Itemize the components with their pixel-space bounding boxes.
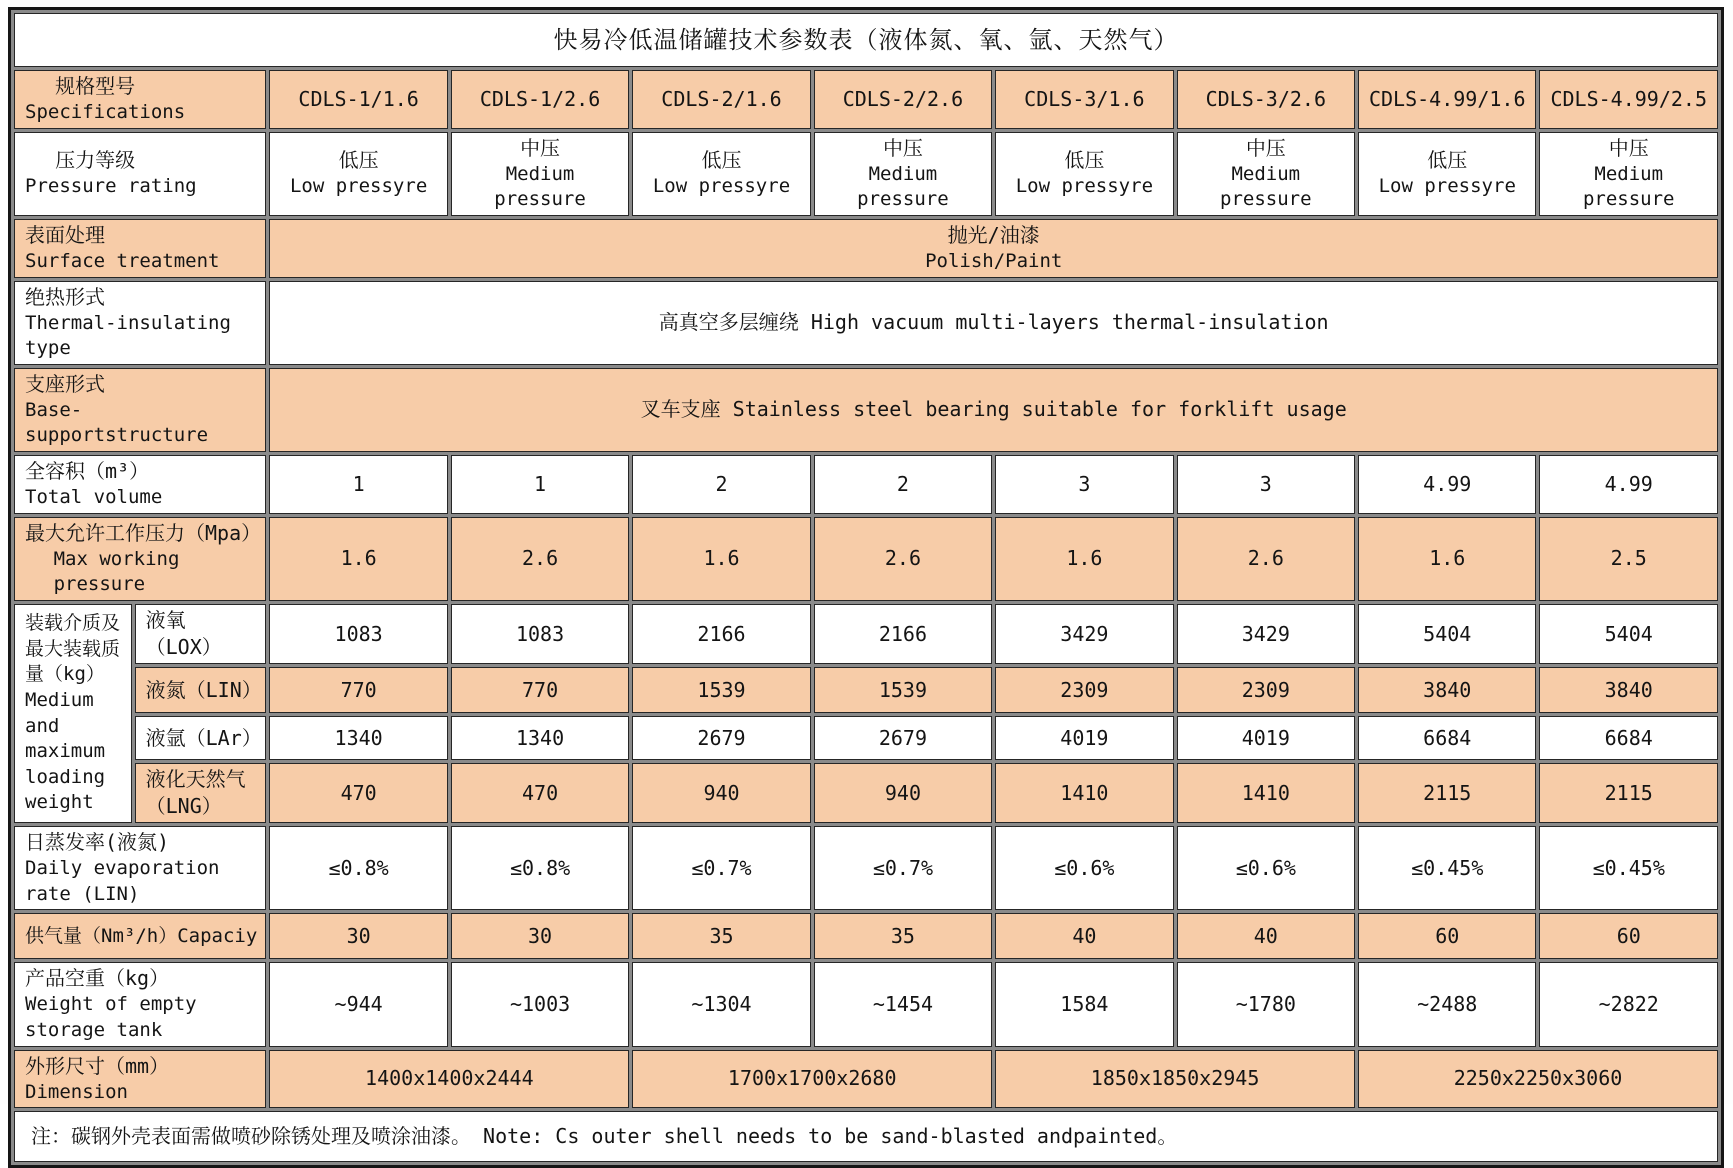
surface-treatment-value: 抛光/油漆 Polish/Paint [269,219,1718,278]
daily-evaporation-value: ≤0.7% [632,826,810,910]
lng-value: 470 [269,763,447,823]
page-title: 快易冷低温储罐技术参数表（液体氮、氧、氩、天然气） [14,13,1718,67]
capacity-value: 60 [1539,913,1718,959]
lox-value: 5404 [1358,604,1536,664]
loading-weight-label: 装载介质及最大装载质量（kg） Medium and maximum loading weight [14,604,132,823]
thermal-insulating-label: 绝热形式 Thermal-insulating type [14,281,266,365]
lng-value: 1410 [1177,763,1355,823]
lng-value: 2115 [1358,763,1536,823]
empty-weight-value: ~2488 [1358,962,1536,1046]
lng-value: 2115 [1539,763,1718,823]
capacity-row [14,913,1718,959]
pressure-rating-value: 低压 Low pressyre [1358,132,1536,216]
loading-weight-lng-row [14,763,1718,823]
total-volume-value: 3 [1177,455,1355,514]
empty-weight-value: ~1003 [451,962,629,1046]
spec-table [8,7,1724,1168]
lin-value: 3840 [1358,667,1536,713]
lar-value: 2679 [632,716,810,760]
thermal-insulating-value: 高真空多层缠绕 High vacuum multi-layers thermal-insulation [269,281,1718,365]
lox-value: 5404 [1539,604,1718,664]
total-volume-row [14,455,1718,514]
total-volume-value: 2 [814,455,992,514]
empty-weight-value: ~944 [269,962,447,1046]
lar-value: 6684 [1358,716,1536,760]
model-header: CDLS-4.99/1.6 [1358,70,1536,129]
lar-value: 6684 [1539,716,1718,760]
model-header: CDLS-4.99/2.5 [1539,70,1718,129]
lar-value: 2679 [814,716,992,760]
model-header-row [14,70,1718,129]
lng-value: 1410 [995,763,1173,823]
model-header: CDLS-2/1.6 [632,70,810,129]
base-support-value: 叉车支座 Stainless steel bearing suitable for forklift usage [269,368,1718,452]
lng-value: 940 [814,763,992,823]
empty-weight-row [14,962,1718,1046]
medium-name-lar: 液氩（LAr） [135,716,267,760]
max-working-pressure-row [14,517,1718,601]
pressure-rating-value: 低压 Low pressyre [632,132,810,216]
lin-value: 3840 [1539,667,1718,713]
note-text: 注：碳钢外壳表面需做喷砂除锈处理及喷涂油漆。 Note: Cs outer shell needs to be sand-blasted andpainted。 [14,1111,1718,1162]
lin-value: 770 [269,667,447,713]
surface-treatment-row [14,219,1718,278]
empty-weight-value: ~1454 [814,962,992,1046]
pressure-rating-value: 中压 Medium pressure [1539,132,1718,216]
model-header: CDLS-1/2.6 [451,70,629,129]
pressure-rating-value: 中压 Medium pressure [451,132,629,216]
pressure-rating-value: 中压 Medium pressure [814,132,992,216]
lng-value: 470 [451,763,629,823]
max-working-pressure-value: 1.6 [269,517,447,601]
total-volume-value: 1 [451,455,629,514]
daily-evaporation-label: 日蒸发率(液氮) Daily evaporation rate (LIN) [14,826,266,910]
loading-weight-lin-row [14,667,1718,713]
total-volume-value: 2 [632,455,810,514]
max-working-pressure-value: 2.6 [814,517,992,601]
base-support-row [14,368,1718,452]
daily-evaporation-value: ≤0.45% [1539,826,1718,910]
pressure-rating-label [14,132,266,216]
lox-value: 3429 [1177,604,1355,664]
capacity-value: 35 [814,913,992,959]
lox-value: 2166 [632,604,810,664]
loading-weight-lar-row [14,716,1718,760]
capacity-label: 供气量（Nm³/h）Capaciy [14,913,266,959]
surface-treatment-label: 表面处理 Surface treatment [14,219,266,278]
thermal-insulating-row [14,281,1718,365]
dimension-row [14,1050,1718,1109]
daily-evaporation-value: ≤0.45% [1358,826,1536,910]
medium-name-lng: 液化天然气（LNG） [135,763,267,823]
lin-value: 770 [451,667,629,713]
capacity-value: 60 [1358,913,1536,959]
pressure-rating-row [14,132,1718,216]
empty-weight-value: ~1780 [1177,962,1355,1046]
lin-value: 1539 [632,667,810,713]
capacity-value: 30 [451,913,629,959]
pressure-rating-value: 中压 Medium pressure [1177,132,1355,216]
loading-weight-lox-row [14,604,1718,664]
capacity-value: 30 [269,913,447,959]
daily-evaporation-value: ≤0.7% [814,826,992,910]
max-working-pressure-value: 1.6 [632,517,810,601]
pressure-rating-label-zh: 压力等级 [55,148,136,173]
total-volume-value: 3 [995,455,1173,514]
lin-value: 2309 [1177,667,1355,713]
total-volume-label: 全容积（m³） Total volume [14,455,266,514]
pressure-rating-value: 低压 Low pressyre [995,132,1173,216]
pressure-rating-value: 低压 Low pressyre [269,132,447,216]
pressure-rating-label-en: Pressure rating [25,175,197,198]
base-support-label: 支座形式 Base-supportstructure [14,368,266,452]
model-header: CDLS-3/1.6 [995,70,1173,129]
lin-value: 1539 [814,667,992,713]
dimension-value: 1700x1700x2680 [632,1050,992,1109]
max-working-pressure-value: 2.6 [451,517,629,601]
medium-name-lox: 液氧 （LOX） [135,604,267,664]
total-volume-value: 1 [269,455,447,514]
dimension-value: 2250x2250x3060 [1358,1050,1718,1109]
daily-evaporation-row [14,826,1718,910]
dimension-value: 1400x1400x2444 [269,1050,629,1109]
daily-evaporation-value: ≤0.6% [995,826,1173,910]
model-header: CDLS-3/2.6 [1177,70,1355,129]
model-header: CDLS-2/2.6 [814,70,992,129]
spec-header-label-zh: 规格型号 [55,74,136,98]
lar-value: 1340 [451,716,629,760]
note-row [14,1111,1718,1162]
total-volume-value: 4.99 [1539,455,1718,514]
spec-header-label [14,70,266,129]
max-working-pressure-value: 1.6 [1358,517,1536,601]
lin-value: 2309 [995,667,1173,713]
daily-evaporation-value: ≤0.8% [269,826,447,910]
medium-name-lin: 液氮（LIN） [135,667,267,713]
lox-value: 3429 [995,604,1173,664]
empty-weight-value: 1584 [995,962,1173,1046]
lox-value: 1083 [269,604,447,664]
lar-value: 1340 [269,716,447,760]
lox-value: 2166 [814,604,992,664]
title-row [14,13,1718,67]
max-working-pressure-value: 1.6 [995,517,1173,601]
empty-weight-value: ~2822 [1539,962,1718,1046]
capacity-value: 40 [1177,913,1355,959]
empty-weight-label: 产品空重（kg） Weight of empty storage tank [14,962,266,1046]
empty-weight-value: ~1304 [632,962,810,1046]
dimension-label: 外形尺寸（mm） Dimension [14,1050,266,1109]
capacity-value: 35 [632,913,810,959]
max-working-pressure-value: 2.5 [1539,517,1718,601]
model-header: CDLS-1/1.6 [269,70,447,129]
lox-value: 1083 [451,604,629,664]
lar-value: 4019 [995,716,1173,760]
max-working-pressure-value: 2.6 [1177,517,1355,601]
max-working-pressure-label: 最大允许工作压力（Mpa） Max working pressure [14,517,266,601]
dimension-value: 1850x1850x2945 [995,1050,1355,1109]
lar-value: 4019 [1177,716,1355,760]
daily-evaporation-value: ≤0.8% [451,826,629,910]
lng-value: 940 [632,763,810,823]
daily-evaporation-value: ≤0.6% [1177,826,1355,910]
spec-header-label-en: Specifications [25,101,186,123]
capacity-value: 40 [995,913,1173,959]
total-volume-value: 4.99 [1358,455,1536,514]
